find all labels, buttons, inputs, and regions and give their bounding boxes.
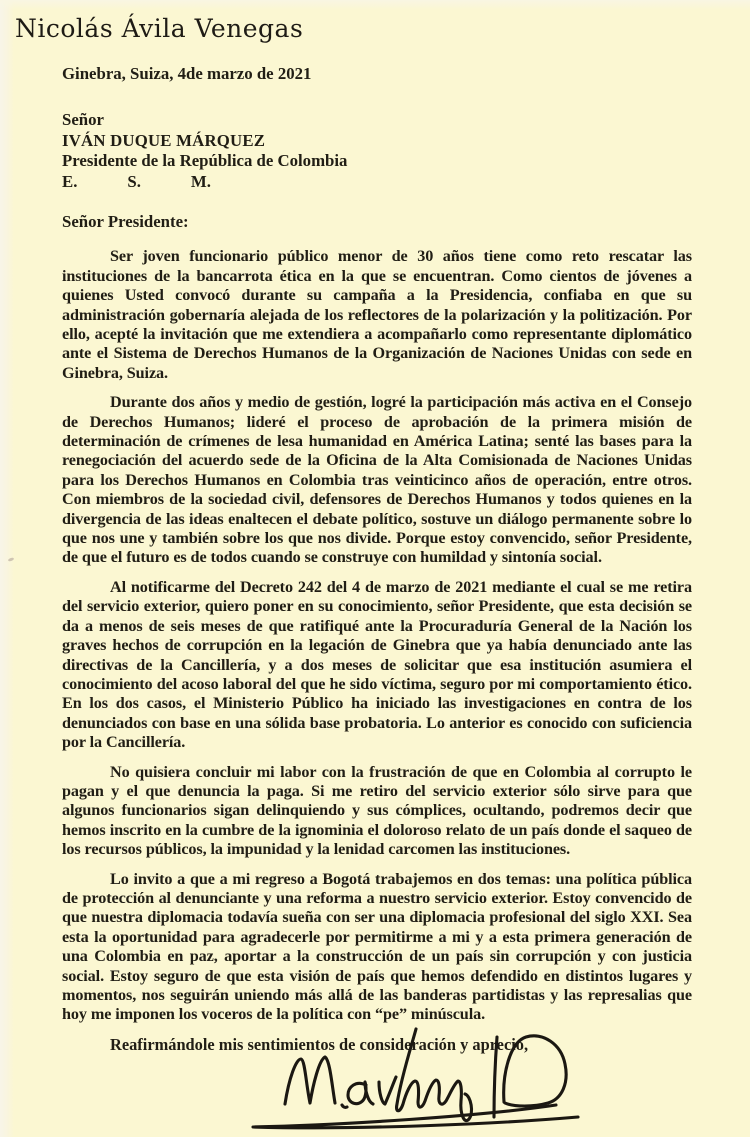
closing-line: Reafirmándole mis sentimientos de consideración y aprecio, — [110, 1034, 529, 1054]
body-paragraph-2: Durante dos años y medio de gestión, logré la participación más activa en el Consejo de Derechos Humanos; lideré el proceso de aprobación de la primera misión de determinación de crímenes de lesa humanidad en América Latina; senté las bases para la renegociación del acuerdo sede de la Oficina de la Alta Comisionada de Naciones Unidas para los Derechos Humanos en Colombia tras veinticinco años de operación, entre otros. Con miembros de la sociedad civil, defensores de Derechos Humanos y todos quienes en la divergencia de las ideas enaltecen el debate político, sostuve un diálogo permanente sobre lo que nos une y también sobre los que nos divide. Porque estoy convencido, señor Presidente, de que el futuro es de todos cuando se construye con humildad y sintonía social. — [62, 393, 692, 567]
body-paragraph-1: Ser joven funcionario público menor de 30 años tiene como reto rescatar las instituciones de la bancarrota ética en la que se encuentran. Como cientos de jóvenes a quienes Usted convocó durante su campaña a la Presidencia, confiaba en que su administración gobernaría alejada de los reflectores de la polarización y la politización. Por ello, acepté la invitación que me extendiera a acompañarlo como representante diplomático ante el Sistema de Derechos Humanos de la Organización de Naciones Unidas con sede en Ginebra, Suiza. — [62, 247, 692, 382]
esm-s: S. — [127, 171, 141, 191]
scan-speck — [8, 557, 15, 562]
esm-m: M. — [190, 171, 211, 191]
letter-content — [62, 64, 692, 1055]
scan-edge-artifact-left — [0, 0, 14, 1137]
esm-line — [62, 172, 692, 193]
recipient-title: Presidente de la República de Colombia — [62, 151, 348, 171]
author-name: Nicolás Ávila Venegas — [15, 14, 304, 43]
salutation: Señor Presidente: — [62, 212, 189, 232]
recipient-block — [62, 110, 692, 192]
letter-body — [62, 247, 692, 1024]
recipient-name: IVÁN DUQUE MÁRQUEZ — [62, 130, 266, 150]
scan-edge-artifact-top — [0, 0, 750, 10]
body-paragraph-5: Lo invito a que a mi regreso a Bogotá trabajemos en dos temas: una política pública de protección al denunciante y una reforma a nuestro servicio exterior. Estoy convencido de que nuestra diplomacia todavía sueña con ser una diplomacia profesional del siglo XXI. Sea esta la oportunidad para agradecerle por permitirme a mi y a esta primera generación de una Colombia en paz, aportar a la construcción de un país sin corrupción y con justicia social. Estoy seguro de que esta visión de país que hemos defendido en distintos lugares y momentos, nos seguirán uniendo más allá de las banderas partidistas y las represalias que hoy me imponen los voceros de la política con “pe” minúscula. — [62, 869, 692, 1024]
recipient-honorific: Señor — [62, 110, 104, 129]
body-paragraph-3: Al notificarme del Decreto 242 del 4 de marzo de 2021 mediante el cual se me retira del servicio exterior, quiero poner en su conocimiento, señor Presidente, que esta decisión se da a menos de seis meses de que ratifiqué ante la Procuraduría General de la Nación los graves hechos de corrupción en la legación de Ginebra que ya había denunciado ante las directivas de la Cancillería, y a dos meses de solicitar que esa institución asumiera el conocimiento del acoso laboral del que he sido víctima, seguro por mi comportamiento ético. En los dos casos, el Ministerio Público ha iniciado las investigaciones en contra de los denunciados con base en una sólida base probatoria. Lo anterior es conocido con suficiencia por la Cancillería. — [62, 577, 692, 752]
body-paragraph-4: No quisiera concluir mi labor con la frustración de que en Colombia al corrupto le pagan y el que denuncia la paga. Si me retiro del servicio exterior sólo sirve para que algunos funcionarios sigan delinquiendo y sus cómplices, ocultando, podremos decir que hemos inscrito en la cumbre de la ignominia el doloroso relato de un país donde el saqueo de los recursos públicos, la impunidad y la lenidad carcomen las instituciones. — [62, 762, 692, 859]
handwritten-signature — [238, 1024, 588, 1137]
dateline: Ginebra, Suiza, 4de marzo de 2021 — [62, 64, 312, 83]
signature-ink — [238, 1024, 588, 1137]
esm-e: E. — [62, 171, 78, 191]
